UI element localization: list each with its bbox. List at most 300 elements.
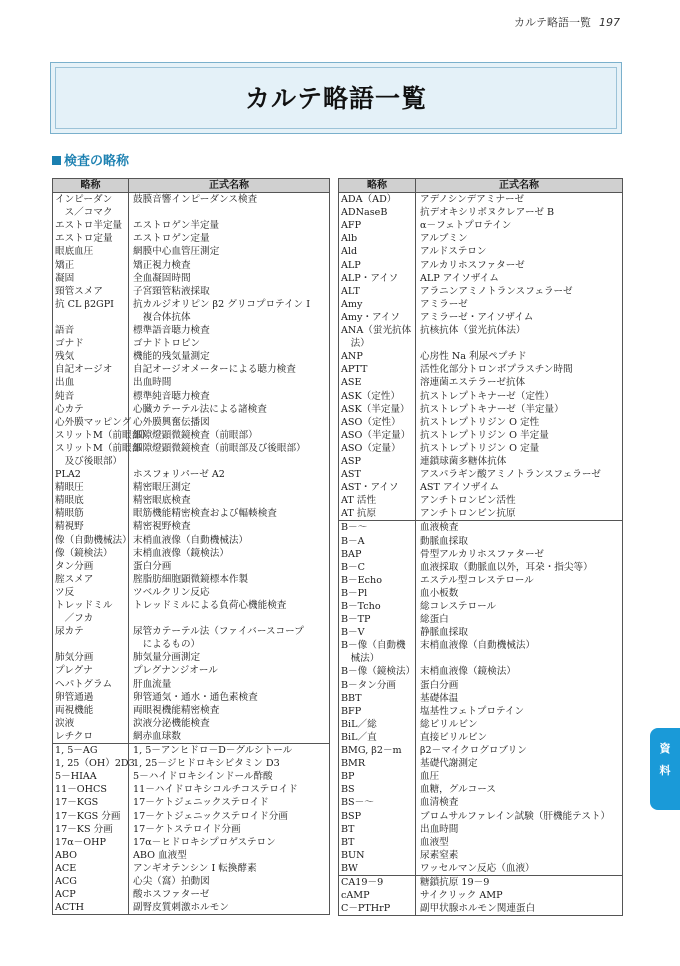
abbr-cell: BT [339,823,416,836]
side-tab-line1: 資 [659,742,671,755]
table-row [53,599,330,612]
table-row [339,376,623,389]
abbr-cell: ASO（半定量） [339,429,416,442]
table-row [53,770,330,783]
full-name-cell: 酸ホスファターゼ [129,888,330,901]
table-row [339,613,623,626]
abbr-cell [53,311,129,324]
full-name-cell: プレグナンジオール [129,664,330,677]
abbr-cell: 械法） [339,652,416,665]
column-header-abbr: 略称 [53,179,129,193]
abbr-cell: 精眼底 [53,494,129,507]
abbr-cell: 抗 CL β2GPI [53,298,129,311]
title-box [50,62,622,134]
table-row [53,455,330,468]
abbr-cell: 精眼筋 [53,507,129,520]
full-name-cell: 11－ハイドロキシコルチコステロイド [129,783,330,796]
table-row [339,416,623,429]
abbr-cell: 純音 [53,390,129,403]
table-row [53,429,330,442]
table-row [53,625,330,638]
abbr-cell: ゴナド [53,337,129,350]
abbr-cell: 及び後眼部） [53,455,129,468]
table-row [339,679,623,692]
table-row [339,757,623,770]
full-name-cell: 抗核抗体（蛍光抗体法） [416,324,623,337]
table-row [339,324,623,337]
table-row [53,403,330,416]
full-name-cell: 出血時間 [416,823,623,836]
full-name-cell: アルブミン [416,232,623,245]
abbr-cell: AT 活性 [339,494,416,507]
full-name-cell: アミラーゼ [416,298,623,311]
table-row [339,507,623,521]
table-row [53,285,330,298]
full-name-cell: 矯正視力検査 [129,259,330,272]
abbr-cell: ASP [339,455,416,468]
table-row [53,586,330,599]
table-row [339,206,623,219]
abbr-cell: 1, 25（OH）2D3 [53,757,129,770]
table-row [53,324,330,337]
full-name-cell: 末梢血液像（自動機械法） [129,534,330,547]
abbr-cell: ASK（定性） [339,390,416,403]
abbr-cell: 精眼圧 [53,481,129,494]
full-name-cell: 細隙燈顕微鏡検査（前眼部） [129,429,330,442]
table-row [53,232,330,245]
table-row [53,678,330,691]
abbr-cell: BMR [339,757,416,770]
table-row [339,902,623,916]
abbr-cell: 腟スメア [53,573,129,586]
full-name-cell: 抗ストレプトキナーゼ（半定量） [416,403,623,416]
abbreviation-table-left [52,178,330,915]
full-name-cell: 自記オージオメーターによる聴力検査 [129,363,330,376]
abbr-cell: 法） [339,337,416,350]
table-row [339,889,623,902]
abbr-cell: 心カテ [53,403,129,416]
abbr-cell: 11－OHCS [53,783,129,796]
table-row [339,455,623,468]
abbr-cell: 凝固 [53,272,129,285]
abbr-cell: AT 抗原 [339,507,416,521]
full-name-cell: ALP アイソザイム [416,272,623,285]
full-name-cell: 心尖（窩）拍動図 [129,875,330,888]
table-row [53,547,330,560]
abbr-cell: BiL／総 [339,718,416,731]
table-row [53,507,330,520]
abbr-cell: B－像（鏡検法） [339,665,416,678]
full-name-cell: 17α－ヒドロキシプロゲステロン [129,836,330,849]
column-header-full: 正式名称 [416,179,623,193]
table-row [53,298,330,311]
abbr-cell: ALT [339,285,416,298]
full-name-cell: 血清検査 [416,796,623,809]
full-name-cell: ABO 血液型 [129,849,330,862]
table-row [339,770,623,783]
abbr-cell: 肺気分画 [53,651,129,664]
abbr-cell: B－V [339,626,416,639]
full-name-cell: 精密眼圧測定 [129,481,330,494]
section-title: 検査の略称 [64,154,130,169]
full-name-cell [416,652,623,665]
abbr-cell: 残気 [53,350,129,363]
abbr-cell: B－タン分画 [339,679,416,692]
full-name-cell: エストロゲン定量 [129,232,330,245]
table-row [339,626,623,639]
abbr-cell: プレグナ [53,664,129,677]
table-row [53,849,330,862]
full-name-cell [416,337,623,350]
full-name-cell: 動脈血採取 [416,535,623,548]
table-row [53,376,330,389]
full-name-cell: 副腎皮質刺激ホルモン [129,901,330,915]
full-name-cell: 網赤血球数 [129,730,330,744]
table-row [53,311,330,324]
full-name-cell: 1, 5－アンヒドロ－D－グルシトール [129,744,330,758]
full-name-cell: 蛋白分画 [129,560,330,573]
full-name-cell: 抗ストレプトリジン O 定量 [416,442,623,455]
abbr-cell: スリットM（前眼部 [53,442,129,455]
full-name-cell: 両眼視機能精密検査 [129,704,330,717]
abbr-cell: ／フカ [53,612,129,625]
abbr-cell: Ald [339,245,416,258]
full-name-cell: アルドステロン [416,245,623,258]
full-name-cell: 連鎖球菌多糖体抗体 [416,455,623,468]
full-name-cell: 総ビリルビン [416,718,623,731]
full-name-cell: α－フェトプロテイン [416,219,623,232]
table-row [53,468,330,481]
abbr-cell: BT [339,836,416,849]
table-row [339,232,623,245]
table-row [53,744,330,758]
abbr-cell: 5－HIAA [53,770,129,783]
full-name-cell: 心臓カテーテル法による諸検査 [129,403,330,416]
full-name-cell: β2－マイクログロブリン [416,744,623,757]
table-row [339,574,623,587]
table-row [53,219,330,232]
section-marker [52,156,61,165]
abbr-cell: B－Echo [339,574,416,587]
abbr-cell: B－C [339,561,416,574]
table-row [339,494,623,507]
abbr-cell: Amy [339,298,416,311]
full-name-cell: 直接ビリルビン [416,731,623,744]
full-name-cell [129,206,330,219]
table-row [339,561,623,574]
abbr-cell: ACTH [53,901,129,915]
abbr-cell: 像（自動機械法） [53,534,129,547]
abbr-cell: レチクロ [53,730,129,744]
abbr-cell: BAP [339,548,416,561]
table-row [53,193,330,207]
full-name-cell: 複合体抗体 [129,311,330,324]
abbr-cell: B－TP [339,613,416,626]
abbr-cell: 17－KS 分画 [53,823,129,836]
table-row [339,337,623,350]
table-row [339,705,623,718]
abbr-cell: BS－～ [339,796,416,809]
table-row [339,219,623,232]
table-row [339,442,623,455]
full-name-cell: 末梢血液像（鏡検法） [129,547,330,560]
table-row [53,245,330,258]
full-name-cell: 血液型 [416,836,623,849]
table-row [53,573,330,586]
abbr-cell: エストロ半定量 [53,219,129,232]
page-number: 197 [599,16,620,29]
appendix-side-tab[interactable] [650,728,680,810]
abbr-cell: BW [339,862,416,876]
abbr-cell: CA19－9 [339,875,416,889]
table-row [53,651,330,664]
full-name-cell: 抗ストレプトリジン O 半定量 [416,429,623,442]
table-row [339,587,623,600]
table-row [339,862,623,876]
section-heading [52,150,129,169]
table-row [53,390,330,403]
table-row [53,612,330,625]
abbr-cell: インピーダン [53,193,129,207]
table-row [339,836,623,849]
abbr-cell: 眼底血圧 [53,245,129,258]
full-name-cell: 基礎体温 [416,692,623,705]
full-name-cell: ホスフォリパーゼ A2 [129,468,330,481]
full-name-cell: 基礎代謝測定 [416,757,623,770]
abbr-cell: ALP・アイソ [339,272,416,285]
table-row [53,717,330,730]
running-header [514,14,620,30]
full-name-cell: 血圧 [416,770,623,783]
full-name-cell: 5－ハイドロキシインドール酢酸 [129,770,330,783]
full-name-cell: 17－ケトジェニックステロイド [129,796,330,809]
table-row [339,468,623,481]
side-tab-line2: 料 [659,764,671,777]
table-row [339,193,623,207]
abbr-cell: Amy・アイソ [339,311,416,324]
full-name-cell: AST アイソザイム [416,481,623,494]
full-name-cell: 尿素窒素 [416,849,623,862]
table-row [339,245,623,258]
abbr-cell: 1, 5－AG [53,744,129,758]
full-name-cell: 糖鎖抗原 19－9 [416,875,623,889]
full-name-cell: 精密視野検査 [129,520,330,533]
abbr-cell: ACG [53,875,129,888]
abbr-cell: BBT [339,692,416,705]
table-row [53,757,330,770]
table-row [339,403,623,416]
full-name-cell: 抗デオキシリボヌクレアーゼ B [416,206,623,219]
abbr-cell: BS [339,783,416,796]
full-name-cell: 抗カルジオリピン β2 グリコプロテイン I [129,298,330,311]
table-row [53,363,330,376]
abbr-cell: ASK（半定量） [339,403,416,416]
abbr-cell: ACP [53,888,129,901]
full-name-cell: 全血凝固時間 [129,272,330,285]
full-name-cell: ブロムサルファレイン試験（肝機能テスト） [416,810,623,823]
full-name-cell: 17－ケトジェニックステロイド分画 [129,810,330,823]
table-row [339,298,623,311]
full-name-cell: 溶連菌エステラーゼ抗体 [416,376,623,389]
table-row [339,429,623,442]
abbr-cell: ADA（AD） [339,193,416,207]
full-name-cell: ツベルクリン反応 [129,586,330,599]
abbr-cell: タン分画 [53,560,129,573]
full-name-cell: 末梢血液像（自動機械法） [416,639,623,652]
table-row [53,494,330,507]
table-row [53,691,330,704]
table-row [53,796,330,809]
full-name-cell: 抗ストレプトリジン O 定性 [416,416,623,429]
full-name-cell: 静脈血採取 [416,626,623,639]
abbr-cell: ABO [53,849,129,862]
full-name-cell: 眼筋機能精密検査および輻輳検査 [129,507,330,520]
full-name-cell: 血液採取（動脈血以外，耳朶・指尖等） [416,561,623,574]
table-row [53,664,330,677]
table-row [53,442,330,455]
abbr-cell: 語音 [53,324,129,337]
abbr-cell: BMG, β2－m [339,744,416,757]
full-name-cell: サイクリック AMP [416,889,623,902]
table-row [53,481,330,494]
abbr-cell: ACE [53,862,129,875]
table-row [53,704,330,717]
abbr-cell [53,638,129,651]
full-name-cell: 血糖，グルコース [416,783,623,796]
full-name-cell: 子宮頸管粘液採取 [129,285,330,298]
full-name-cell: 精密眼底検査 [129,494,330,507]
full-name-cell: 機能的残気量測定 [129,350,330,363]
table-row [339,363,623,376]
table-row [53,638,330,651]
full-name-cell: 心房性 Na 利尿ペプチド [416,350,623,363]
abbr-cell: AFP [339,219,416,232]
abbr-cell: BiL／直 [339,731,416,744]
abbr-cell: ASE [339,376,416,389]
table-row [339,692,623,705]
full-name-cell: アンチトロンビン活性 [416,494,623,507]
table-row [339,285,623,298]
full-name-cell: 総蛋白 [416,613,623,626]
abbr-cell: ASO（定性） [339,416,416,429]
abbr-cell: ASO（定量） [339,442,416,455]
abbr-cell: 17α－OHP [53,836,129,849]
table-row [53,337,330,350]
full-name-cell: ワッセルマン反応（血液） [416,862,623,876]
column-header-full: 正式名称 [129,179,330,193]
abbr-cell: ANP [339,350,416,363]
abbr-cell: ス／コマク [53,206,129,219]
full-name-cell: 心外膜興奮伝播図 [129,416,330,429]
table-row [339,639,623,652]
abbr-cell: 心外膜マッピング [53,416,129,429]
abbr-cell: B－Pl [339,587,416,600]
full-name-cell: 網膜中心血管圧測定 [129,245,330,258]
abbr-cell: 涙液 [53,717,129,730]
abbreviation-table-right [338,178,623,916]
full-name-cell: 鼓膜音響インピーダンス検査 [129,193,330,207]
table-row [53,823,330,836]
table-row [339,652,623,665]
full-name-cell: アンチトロンビン抗原 [416,507,623,521]
full-name-cell: 蛋白分画 [416,679,623,692]
table-row [53,560,330,573]
full-name-cell: 肝血流量 [129,678,330,691]
abbr-cell: 尿カテ [53,625,129,638]
full-name-cell: 尿管カテーテル法（ファイバースコープ [129,625,330,638]
full-name-cell: 涙液分泌機能検査 [129,717,330,730]
full-name-cell: アルカリホスファターゼ [416,259,623,272]
table-row [339,535,623,548]
table-row [339,810,623,823]
table-row [53,783,330,796]
full-name-cell [129,455,330,468]
table-row [339,849,623,862]
full-name-cell: によるもの） [129,638,330,651]
column-header-abbr: 略称 [339,179,416,193]
table-row [339,665,623,678]
table-row [53,534,330,547]
full-name-cell: 総コレステロール [416,600,623,613]
abbr-cell: BSP [339,810,416,823]
abbr-cell: BFP [339,705,416,718]
table-row [339,311,623,324]
abbr-cell: 精視野 [53,520,129,533]
table-row [339,272,623,285]
table-row [53,350,330,363]
full-name-cell: 1, 25－ジヒドロキシビタミン D3 [129,757,330,770]
table-row [53,520,330,533]
table-row [53,259,330,272]
table-row [339,259,623,272]
full-name-cell: 抗ストレプトキナーゼ（定性） [416,390,623,403]
full-name-cell: エストロゲン半定量 [129,219,330,232]
table-row [53,730,330,744]
abbr-cell: 矯正 [53,259,129,272]
full-name-cell: 末梢血液像（鏡検法） [416,665,623,678]
abbr-cell: B－～ [339,521,416,535]
abbr-cell: 17－KGS 分画 [53,810,129,823]
table-row [53,272,330,285]
full-name-cell: 腟脂肪細胞顕微鏡標本作製 [129,573,330,586]
full-name-cell: 卵管通気・通水・通色素検査 [129,691,330,704]
table-row [339,744,623,757]
abbr-cell: ツ反 [53,586,129,599]
abbr-cell: B－A [339,535,416,548]
full-name-cell: アラニンアミノトランスフェラーゼ [416,285,623,298]
abbr-cell: ALP [339,259,416,272]
full-name-cell: 血液検査 [416,521,623,535]
table-row [339,796,623,809]
abbr-cell: 17－KGS [53,796,129,809]
abbr-cell: トレッドミル [53,599,129,612]
table-row [339,875,623,889]
full-name-cell: アスパラギン酸アミノトランスフェラーゼ [416,468,623,481]
abbr-cell: 自記オージオ [53,363,129,376]
abbr-cell: 像（鏡検法） [53,547,129,560]
full-name-cell: 活性化部分トロンボプラスチン時間 [416,363,623,376]
full-name-cell: アンギオテンシン I 転換酵素 [129,862,330,875]
abbr-cell: エストロ定量 [53,232,129,245]
table-row [339,783,623,796]
full-name-cell: 標準語音聴力検査 [129,324,330,337]
abbr-cell: cAMP [339,889,416,902]
abbr-cell: Alb [339,232,416,245]
abbr-cell: C－PTHrP [339,902,416,916]
table-row [339,548,623,561]
abbr-cell: AST・アイソ [339,481,416,494]
full-name-cell: エステル型コレステロール [416,574,623,587]
